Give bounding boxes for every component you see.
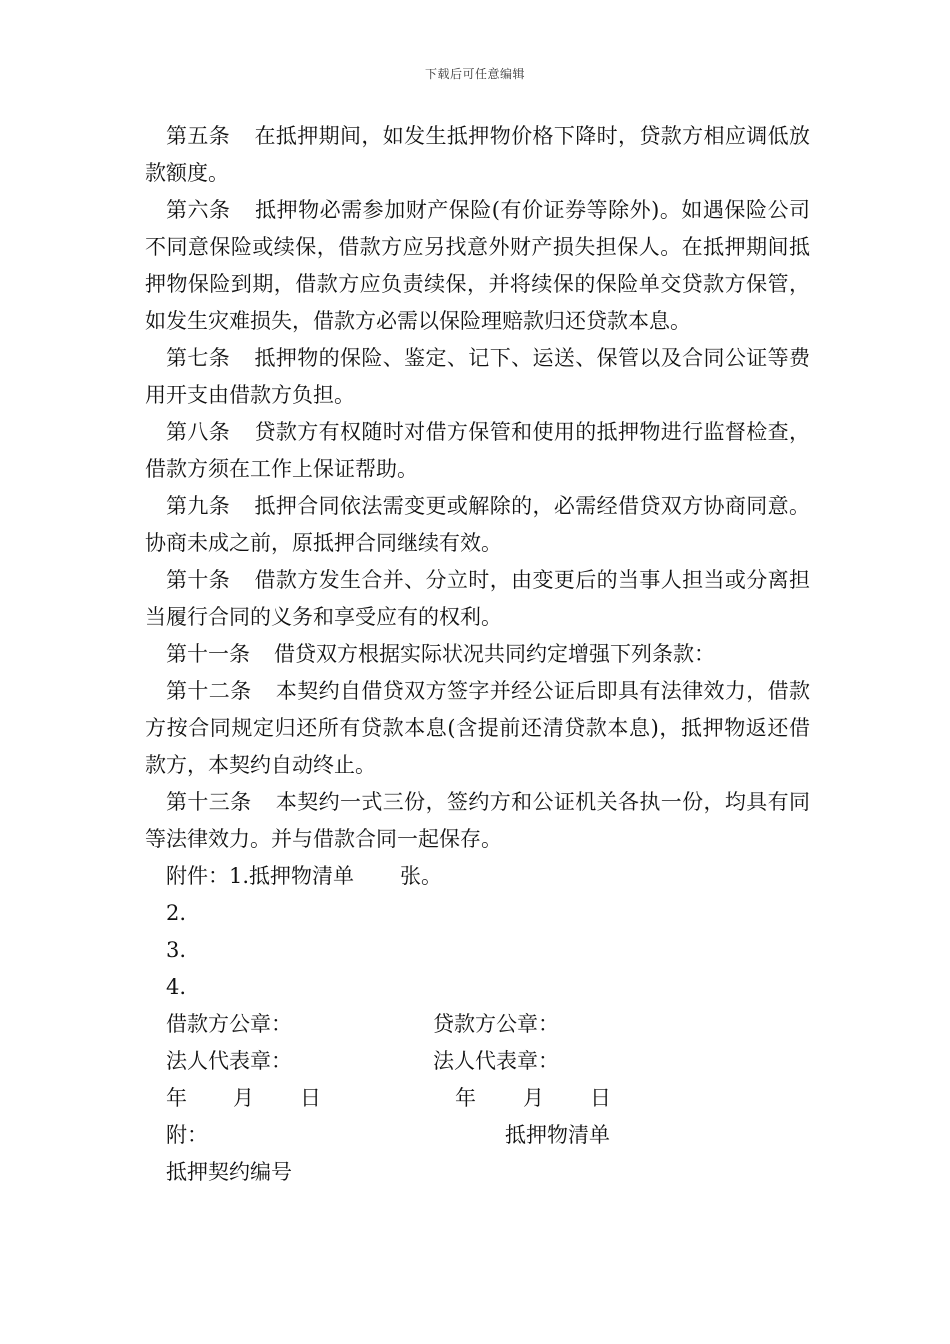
lender-rep-label: 法人代表章： bbox=[433, 1049, 559, 1073]
attachment-item-1: 1.抵押物清单 bbox=[229, 864, 355, 888]
page-header-note: 下载后可任意编辑 bbox=[424, 67, 525, 81]
article-number: 第八条 bbox=[166, 420, 231, 444]
article-text: 贷款方有权随时对借方保管和使用的抵押物进行监督检查，借款方须在工作上保证帮助。 bbox=[145, 420, 811, 481]
article-number: 第五条 bbox=[166, 124, 231, 148]
borrower-date-year: 年 bbox=[166, 1086, 187, 1110]
article-text: 抵押物的保险、鉴定、记下、运送、保管以及合同公证等费用开支由借款方负担。 bbox=[145, 346, 811, 407]
lender-date-year: 年 bbox=[455, 1086, 476, 1110]
article-text: 抵押物必需参加财产保险(有价证券等除外)。如遇保险公司不同意保险或续保，借款方应另找意外财产损失担保人。在抵押期间抵押物保险到期，借款方应负责续保，并将续保的保险单交贷款方保管，如发生灾难损失，借款方必需以保险理赔款归还贷款本息。 bbox=[145, 198, 810, 333]
borrower-date-month: 月 bbox=[233, 1086, 254, 1110]
article-13 bbox=[145, 784, 810, 858]
article-number: 第十三条 bbox=[166, 790, 252, 814]
attachment-line-1 bbox=[145, 858, 810, 895]
lender-seal-label: 贷款方公章： bbox=[433, 1012, 559, 1036]
article-8 bbox=[145, 414, 810, 488]
appendix-row bbox=[145, 1117, 810, 1154]
appendix-label: 附： bbox=[166, 1123, 208, 1147]
attachment-item-2: 2. bbox=[166, 901, 187, 925]
article-7 bbox=[145, 340, 810, 414]
attachment-line-4 bbox=[145, 969, 810, 1006]
lender-date-day: 日 bbox=[590, 1086, 611, 1110]
date-row bbox=[145, 1080, 810, 1117]
article-text: 借款方发生合并、分立时，由变更后的当事人担当或分离担当履行合同的义务和享受应有的权利。 bbox=[145, 568, 811, 629]
borrower-date-day: 日 bbox=[300, 1086, 321, 1110]
attachment-item-1-suffix: 张。 bbox=[400, 864, 443, 888]
article-text: 本契约自借贷双方签字并经公证后即具有法律效力，借款方按合同规定归还所有贷款本息(含提前还清贷款本息)，抵押物返还借款方，本契约自动终止。 bbox=[145, 679, 811, 777]
article-number: 第十一条 bbox=[166, 642, 250, 666]
attachment-label: 附件： bbox=[166, 864, 229, 888]
article-number: 第十条 bbox=[166, 568, 231, 592]
borrower-seal-label: 借款方公章： bbox=[166, 1012, 292, 1036]
article-number: 第九条 bbox=[166, 494, 231, 518]
article-number: 第六条 bbox=[166, 198, 231, 222]
contract-number-label: 抵押契约编号 bbox=[166, 1160, 292, 1184]
representative-row bbox=[145, 1043, 810, 1080]
document-body bbox=[145, 118, 810, 1191]
seal-row bbox=[145, 1006, 810, 1043]
article-text: 抵押合同依法需变更或解除的，必需经借贷双方协商同意。协商未成之前，原抵押合同继续有效。 bbox=[145, 494, 811, 555]
article-number: 第十二条 bbox=[166, 679, 252, 703]
article-6 bbox=[145, 192, 810, 340]
article-10 bbox=[145, 562, 810, 636]
article-number: 第七条 bbox=[166, 346, 231, 370]
attachment-line-3 bbox=[145, 932, 810, 969]
attachment-item-3: 3. bbox=[166, 938, 187, 962]
attachment-item-4: 4. bbox=[166, 975, 187, 999]
article-11 bbox=[145, 636, 810, 673]
attachment-line-2 bbox=[145, 895, 810, 932]
contract-number-row bbox=[145, 1154, 810, 1191]
appendix-title: 抵押物清单 bbox=[505, 1123, 610, 1147]
article-text: 在抵押期间，如发生抵押物价格下降时，贷款方相应调低放款额度。 bbox=[145, 124, 811, 185]
article-12 bbox=[145, 673, 810, 784]
article-5 bbox=[145, 118, 810, 192]
article-9 bbox=[145, 488, 810, 562]
article-text: 本契约一式三份，签约方和公证机关各执一份，均具有同等法律效力。并与借款合同一起保存。 bbox=[145, 790, 811, 851]
article-text: 借贷双方根据实际状况共同约定增强下列条款： bbox=[274, 642, 715, 666]
borrower-rep-label: 法人代表章： bbox=[166, 1049, 292, 1073]
lender-date-month: 月 bbox=[523, 1086, 544, 1110]
